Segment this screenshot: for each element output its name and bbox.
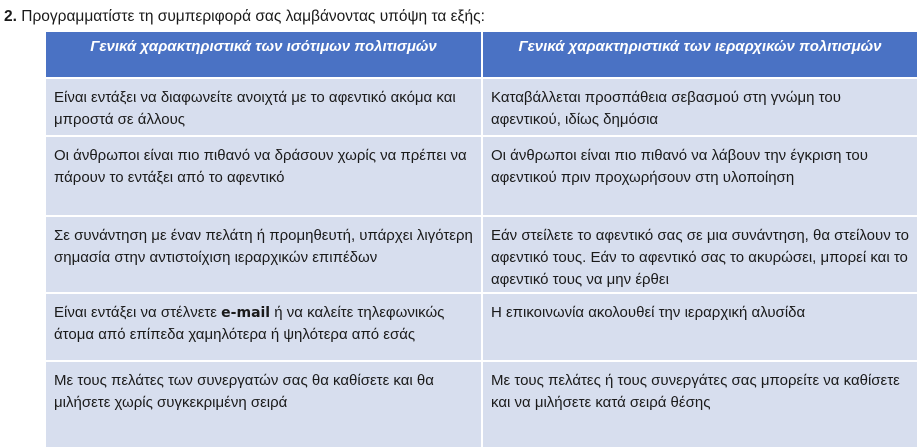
email-term: e-mail xyxy=(221,305,271,321)
table-header-row xyxy=(46,32,917,78)
egalitarian-cell: Οι άνθρωποι είναι πιο πιθανό να δράσουν χωρίς να πρέπει να πάρουν το εντάξει από το αφεντικό xyxy=(46,136,482,216)
egalitarian-cell: Σε συνάντηση με έναν πελάτη ή προμηθευτή, υπάρχει λιγότερη σημασία στην αντιστοίχιση ιεραρχικών επιπέδων xyxy=(46,216,482,293)
header-egalitarian-cultures: Γενικά χαρακτηριστικά των ισότιμων πολιτισμών xyxy=(46,32,482,78)
header-hierarchical-cultures: Γενικά χαρακτηριστικά των ιεραρχικών πολιτισμών xyxy=(482,32,917,78)
hierarchical-cell: Εάν στείλετε το αφεντικό σας σε μια συνάντηση, θα στείλουν το αφεντικό τους. Εάν το αφεντικό σας το ακυρώσει, μπορεί και το αφεντικό τους να μην έρθει xyxy=(482,216,917,293)
hierarchical-cell: Καταβάλλεται προσπάθεια σεβασμού στη γνώμη του αφεντικού, ιδίως δημόσια xyxy=(482,78,917,136)
instruction-heading xyxy=(4,6,485,28)
egalitarian-cell: Είναι εντάξει να διαφωνείτε ανοιχτά με το αφεντικό ακόμα και μπροστά σε άλλους xyxy=(46,78,482,136)
table-row xyxy=(46,293,917,361)
hierarchical-cell: Η επικοινωνία ακολουθεί την ιεραρχική αλυσίδα xyxy=(482,293,917,361)
instruction-text: Προγραμματίστε τη συμπεριφορά σας λαμβάνοντας υπόψη τα εξής: xyxy=(16,8,485,25)
table-row xyxy=(46,216,917,293)
egalitarian-cell xyxy=(46,293,482,361)
egalitarian-cell: Με τους πελάτες των συνεργατών σας θα καθίσετε και θα μιλήσετε χωρίς συγκεκριμένη σειρά xyxy=(46,361,482,447)
table-row xyxy=(46,361,917,447)
comparison-table xyxy=(46,32,917,447)
cell-text-end: ή να καλείτε τηλεφωνικώς άτομα από επίπεδα χαμηλότερα ή ψηλότερα από εσάς xyxy=(54,304,445,343)
table-row xyxy=(46,78,917,136)
cell-text-start: Είναι εντάξει να στέλνετε xyxy=(54,304,222,321)
table-row xyxy=(46,136,917,216)
item-number: 2. xyxy=(4,8,17,25)
hierarchical-cell: Με τους πελάτες ή τους συνεργάτες σας μπορείτε να καθίσετε και να μιλήσετε κατά σειρά θέσης xyxy=(482,361,917,447)
hierarchical-cell: Οι άνθρωποι είναι πιο πιθανό να λάβουν την έγκριση του αφεντικού πριν προχωρήσουν στη υλοποίηση xyxy=(482,136,917,216)
